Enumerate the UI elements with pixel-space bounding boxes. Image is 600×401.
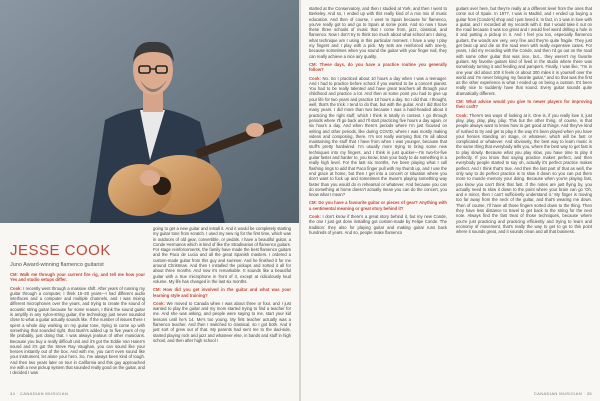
paragraph-text: How did you get involved in the guitar and what was your learning style and training? — [153, 287, 291, 298]
article-title-block — [10, 242, 111, 268]
paragraph-text: guitars over here, but they're really at a different level from the ones that come out of Spain. In 1977, I was in Madrid, and I ended up buying a guitar from [Conde's] shop and I just loved it. In fact, in 1 was in love with a guitar, and I recorded all my records with it. But I would take it out on the road because it was too great and I would feel weird drilling a hole in it and putting a pickup in it. And I feel you too, especially flamenco guitars, the woods are very, very fine and they're quite fragile. They just get beat up and die on the road even with really expensive cases. For years, I did my recording with the Conde, and then I'd go out on the road with some other guitar that was nice, but... they weren't my favorite guitars. My favorite guitars kind of lived in the studio where there was somebody turning it and feeding and pampers. Finally, I was like, "I'm in one year old about 100 it feels or about 300 miles it is yourself over the world and I'm never bringing my favorite guitar," and so that was the first as the other experience is what I ended up on being a custom. It's been really nice to suddenly have that sound. Every guitar sounds quite dramatically different. — [456, 6, 592, 96]
right-page — [301, 0, 600, 401]
interview-question — [456, 99, 592, 110]
paragraph-text: I don't know if there's a great story behind it, but my new Conde, the one I just got done installing got custom-made by Felipe Conde. The tradition: they also for playing guitar and making guitar runs back hundreds of years. And so, people make flamenco — [309, 213, 447, 235]
interview-question — [153, 287, 291, 298]
interview-question — [309, 200, 447, 211]
paragraph-text: What advice would you give to newer players for improving their craft? — [456, 99, 593, 110]
paragraph-text: No. So I practiced about 10 hours a day when I was a teenager. And I had to practice before school if you wanted to be a concert pianist. You had to be really talented and have great teachers all through your childhood and practice a lot. And then at some point you had to give up your life for two years and practice 10 hours a day. So I did that. I thought, well, that's the trick. I tend to do that, but with the guitar. And I did that for many years. I did more than two because I was a hard-headed about it practicing the right stuff, which I think is totally in context. I go through periods where I'll go back and I'll start practicing five hours a day again, or six hours a day. And when there's periods where I'm just focused on writing and other periods, like during COVID, where I was mostly making videos and composing, there. I'm not really worrying that I'm all about maintaining the stuff that I have from when I was younger, because that stuff's pretty hardwired. I'm usually more trying to bring some new techniques into my fingers, and I think in just quicker—I'm two-for-five guitar faster and harder to, you know, train your body to do something in a really high level. For the last six months, I've been playing what I call flashing rings to add that Paco finger pull with my thumb up, and I use the end grace at home, but then I get into a concert or situation where you don't want to fuck up and sometimes the Swan's playing something way faster than you would do in rehearsal or whatever. And because you can do something at home doesn't actually mean you can do the concert, you know what I mean? — [309, 75, 447, 198]
paragraph-text: Walk me through your current fire rig, and tell me how your Yes and studio setups differ. — [10, 272, 145, 283]
interview-question — [10, 272, 145, 283]
speaker-label: Cook: — [10, 285, 24, 291]
paragraph-text: There's two ways of looking at it. One is, if you really love it, just play, play, play, play, play. This but the other thing, of course, is that people always want to know how to get good at things. And they've kind of rushed to try and get to play it the way it's been played when you have your heroes standing on stage, or whatever, which will be fast or complicated or whatever. And obviously, the best way to learn music is the same thing that everybody tells you, where the best way to get fast is to play slowly. Because what you play slow, you have time to play it perfectly. If you know that saying practice makes perfect, and then everybody people started to say oh, actually it's perfect practice makes perfect. And I think that's true. And then the last part of that as well, the only way to do perfect practice is to slow it down so you can put them more to muscle memory your doing. Because when you're playing fast, you know you can't think that fast. If the notes are just flying by, you actually need to slow it down to the point where your brain can go 'Oh, and e minor, then I can’t sufficiently understand it.' My finger is moving too far away from the neck of the guitar, and that's wearing me down. Then of course, I'll have all those fingers sorted down to the thing. Then they have less distance to travel to get back to the string for the next note. Always find the fast treat of those techniques, because where you're just practicing and practicing efficiently and trying to learn and economy of movement, that's really the way to get to go to this point where it sounds great, and it sounds clean and all that business. — [456, 112, 592, 235]
left-column-1 — [10, 272, 145, 379]
speaker-label: Cook: — [456, 112, 470, 118]
interview-answer — [309, 214, 447, 235]
speaker-label: Cook: — [309, 75, 323, 81]
interview-answer — [10, 286, 145, 376]
right-column-2 — [456, 6, 592, 237]
speaker-label: CM: — [309, 61, 320, 67]
left-page-folio: 34 · CANADIAN MUSICIAN — [10, 391, 69, 396]
paragraph-text: started at the Conservatory, and then I studied at York, and then I went to Berkeley. And so, I ended up with this really kind of a mix mix of music education. And then of course, I went to Spain because for flamenco, you've really got to and go to Spain at some point. And so now I have these three schools of music that I come from, jazz, classical, and flamenco. Now I don't try to think too much about what school am I doing, what technique am I using in this particular moment. I have a way I play my fingers and I play with a pick. My sets are reinforced with one-ly, because sometimes when you sound the guitar with your finger nail, they can really achieve a nice airy quality. — [309, 6, 447, 59]
artist-subtitle: Juno Award-winning flamenco guitarist — [10, 262, 104, 268]
left-page — [0, 0, 299, 401]
left-column-2 — [153, 226, 291, 346]
paragraph-text: We moved to Canada when I was about three or four, and I just wanted to play the guitar and my mom started trying to find a teacher for me. And she was asking, and people were saying to me, start your kid lessons until he's 14. Me's too young. My first teacher actually was a flamenco teacher. And then I switched to classical, so I got both. And it just sort of grew out of that. My parents had sent me to the dad-side, started playing rock and jazz and whatever else, in bands and stuff in high school, and then after high school I — [153, 300, 291, 343]
paragraph-text: These days, do you have a practice routine you generally follow? — [309, 61, 447, 73]
guitarist-photo — [0, 0, 299, 223]
speaker-label: CM: — [10, 272, 20, 277]
speaker-label: Cook: — [309, 213, 323, 219]
interview-question — [309, 62, 447, 73]
speaker-label: CM: — [153, 287, 164, 293]
speaker-label: CM: — [309, 200, 319, 206]
interview-answer — [456, 113, 592, 235]
interview-answer — [153, 301, 291, 343]
guitarist-illustration — [0, 0, 299, 223]
speaker-label: CM: — [456, 99, 466, 105]
paragraph-text: I recently went through a massive shift. After years of running my guitar through a computer, I think 15–20 years—I had different audio interfaces and a computer and multiple channels, and I was mixing different microphones over the years, and trying to create the sound of acoustic string guitar because for some reason, I think the sound guitar is amplify in any nylon-string guitar, the technology just never sounded close to what a guitar actually sounds like. If the number of issues there I spent a whole day working on my guitar tone, trying to come up with something that sounded right, that Bush's added up to five years of my life probably, just doing that. I was always jealous of other musicians. Because you buy a really difficult unit and it's got the Eddie Van Halen's sound and it's got the Steve Ray Vaughan, you can sound like your heroes instantly out of the box. And with me, you can't even sound like your instrument, let alone your hero. So, I've always been kind of tough. And then two years later on tour in California and this guy approached me with a new pickup system that sounded really good on the guitar, and I decided I was — [10, 285, 146, 376]
interview-answer — [309, 6, 447, 59]
paragraph-text: going to get a new guitar and install it. And it would be completely starting my guitar tone from scratch. I used my new rig for the first time, which was in outdoors of old gear, convertible, or pedals. I have a beautiful guitar, a Conde Hermanos which is kind of like the Stradivarius of flamenco guitars. For stage reinforcements, the family have made the best flamenco guitars and the Paco de Lucia and all the great Spanish masters. I ordered a custom-made guitar from this guy and summer. And he finished it for me around Christmas. And then I installed the pickups and sorted it all for about three months. And now it's remarkable. It sounds like a beautiful guitar with a true microphone in front of it, except at ridiculously loud volume. My life has changed in the last six months. — [153, 226, 291, 284]
speaker-label: Cook: — [153, 300, 167, 306]
interview-answer — [309, 76, 447, 198]
right-column-1 — [309, 6, 447, 238]
paragraph-text: Do you have a favourite guitar or pieces of gear? Anything with a sentimental meaning or great story behind it? — [309, 200, 447, 211]
artist-name: JESSE COOK — [10, 242, 111, 259]
interview-answer — [456, 6, 592, 96]
right-page-folio: CANADIAN MUSICIAN · 35 — [533, 391, 592, 396]
interview-answer — [153, 226, 291, 284]
